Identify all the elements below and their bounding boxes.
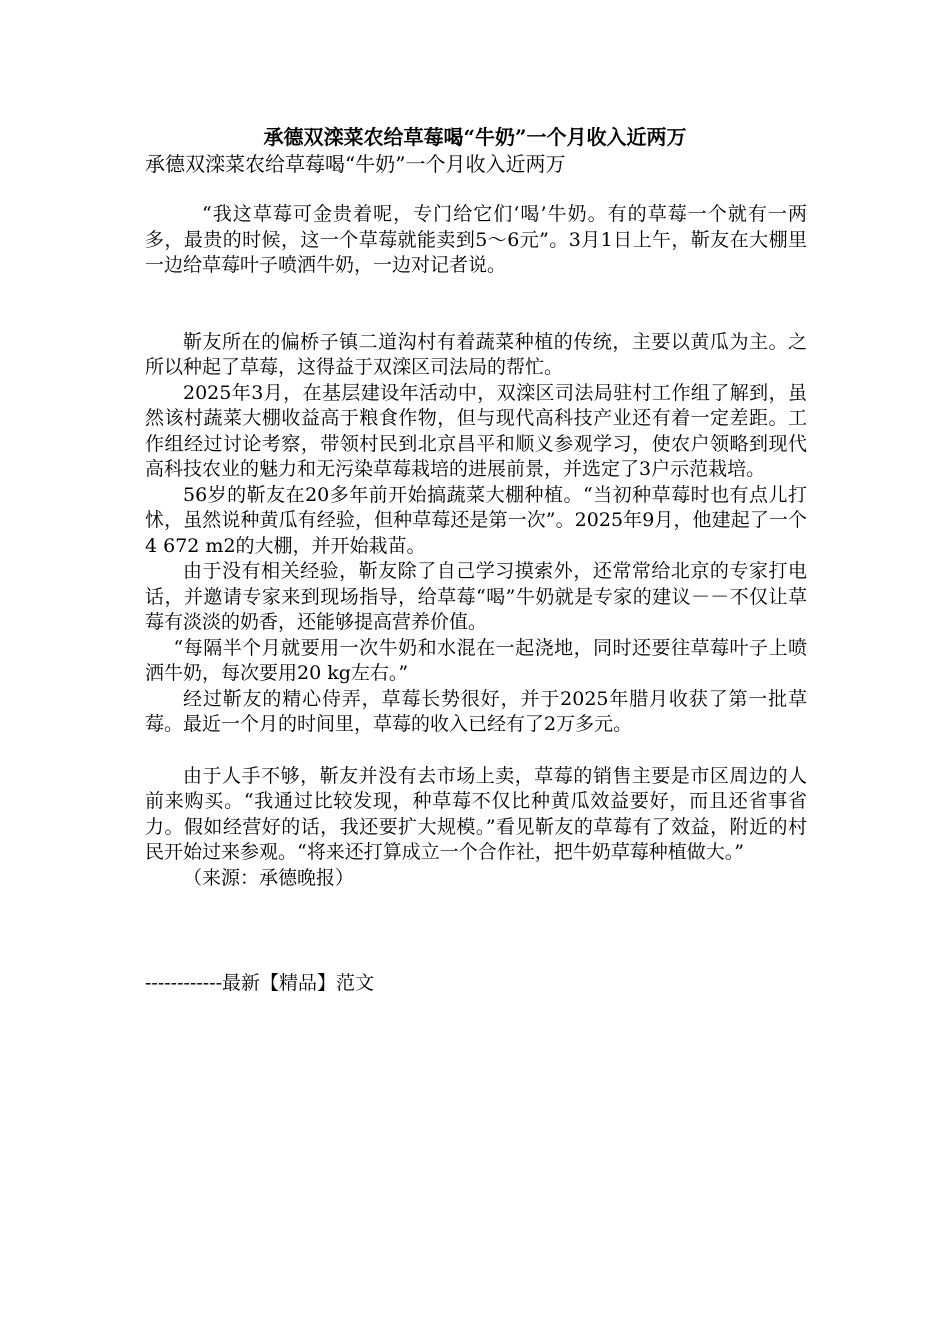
paragraph-farmer: 56岁的靳友在20多年前开始搞蔬菜大棚种植。“当初种草莓时也有点儿打怵，虽然说种黄瓜有经验，但种草莓还是第一次”。2025年9月，他建起了一个4 672 m2的大棚，并开始栽苗。 bbox=[145, 483, 807, 557]
article-body bbox=[145, 202, 807, 891]
paragraph-milk-method: “每隔半个月就要用一次牛奶和水混在一起浇地，同时还要往草莓叶子上喷洒牛奶，每次要用20 kg左右。” bbox=[145, 636, 807, 684]
source-line: （来源：承德晚报） bbox=[183, 866, 355, 889]
paragraph-experts: 由于没有相关经验，靳友除了自己学习摸索外，还常常给北京的专家打电话，并邀请专家来到现场指导，给草莓“喝”牛奶就是专家的建议－－不仅让草莓有淡淡的奶香，还能够提高营养价值。 bbox=[145, 560, 807, 633]
footer-note: ------------最新【精品】范文 bbox=[145, 972, 375, 994]
paragraph-harvest: 经过靳友的精心侍弄，草莓长势很好，并于2025年腊月收获了第一批草莓。最近一个月的时间里，草莓的收入已经有了2万多元。 bbox=[145, 687, 807, 735]
paragraph-spacer bbox=[145, 738, 807, 764]
paragraph-spacer bbox=[145, 279, 807, 330]
paragraph-sales: 由于人手不够，靳友并没有去市场上卖，草莓的销售主要是市区周边的人前来购买。“我通过比较发现，种草莓不仅比种黄瓜效益要好，而且还省事省力。假如经营好的话，我还要扩大规模。”看见靳友的草莓有了效益，附近的村民开始过来参观。“将来还打算成立一个合作社，把牛奶草莓种植做大。” bbox=[145, 764, 807, 863]
paragraph-background: 靳友所在的偏桥子镇二道沟村有着蔬菜种植的传统，主要以黄瓜为主。之所以种起了草莓，这得益于双滦区司法局的帮忙。 bbox=[145, 330, 807, 378]
paragraph-work-team: 2025年3月，在基层建设年活动中，双滦区司法局驻村工作组了解到，虽然该村蔬菜大棚收益高于粮食作物，但与现代高科技产业还有着一定差距。工作组经过讨论考察，带领村民到北京昌平和顺义参观学习，使农户领略到现代高科技农业的魅力和无污染草莓栽培的进展前景，并选定了3户示范栽培。 bbox=[145, 381, 807, 480]
document-title: 承德双滦菜农给草莓喝“牛奶”一个月收入近两万 bbox=[263, 125, 687, 149]
paragraph-quote-intro: “我这草莓可金贵着呢，专门给它们‘喝’牛奶。有的草莓一个就有一两多，最贵的时候，这一个草莓就能卖到5～6元”。3月1日上午，靳友在大棚里一边给草莓叶子喷洒牛奶，一边对记者说。 bbox=[145, 203, 807, 276]
document-subtitle: 承德双滦菜农给草莓喝“牛奶”一个月收入近两万 bbox=[145, 152, 566, 176]
